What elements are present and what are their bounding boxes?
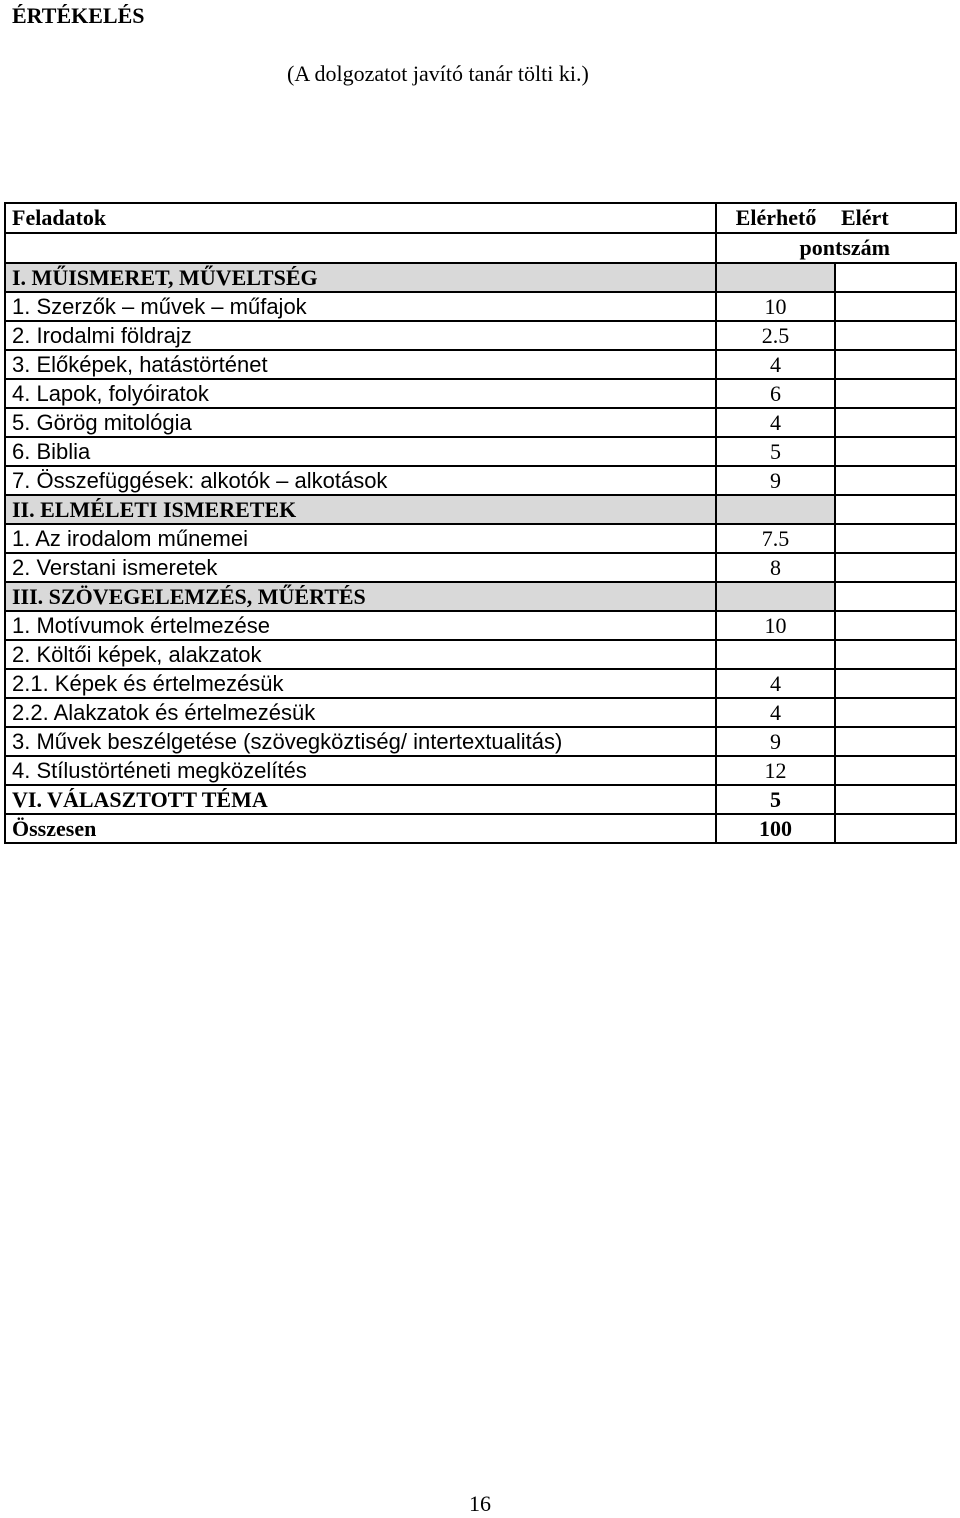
available-points: 100 [716,814,835,843]
table-row [5,640,956,669]
available-points: 5 [716,437,835,466]
available-points: 4 [716,408,835,437]
available-points: 4 [716,350,835,379]
achieved-points-field[interactable] [835,582,956,611]
achieved-points-field[interactable] [835,321,956,350]
achieved-points-field[interactable] [835,669,956,698]
col-header-points: pontszám [716,233,956,263]
available-points: 10 [716,611,835,640]
achieved-points-field[interactable] [835,553,956,582]
instruction-note: (A dolgozatot javító tanár tölti ki.) [287,61,589,86]
table-row [5,553,956,582]
achieved-points-field[interactable] [835,350,956,379]
table-row [5,611,956,640]
achieved-points-field[interactable] [835,524,956,553]
page-title: ÉRTÉKELÉS [12,3,145,28]
col-header-task: Feladatok [5,203,716,233]
score-table [4,202,957,844]
task-label: 7. Összefüggések: alkotók – alkotások [5,466,716,495]
available-points: 4 [716,698,835,727]
achieved-points-field[interactable] [835,437,956,466]
task-label: 2. Irodalmi földrajz [5,321,716,350]
section-row [5,263,956,292]
available-points [716,582,835,611]
table-row [5,727,956,756]
available-points: 12 [716,756,835,785]
table-header-row-2 [5,233,956,263]
table-row [5,524,956,553]
task-label: 6. Biblia [5,437,716,466]
achieved-points-field[interactable] [835,814,956,843]
available-points: 9 [716,727,835,756]
task-label: 1. Szerzők – művek – műfajok [5,292,716,321]
task-label: 4. Stílustörténeti megközelítés [5,756,716,785]
table-row [5,698,956,727]
task-label: II. ELMÉLETI ISMERETEK [5,495,716,524]
task-label: 2.2. Alakzatok és értelmezésük [5,698,716,727]
task-label: 3. Művek beszélgetése (szövegköztiség/ intertextualitás) [5,727,716,756]
col-header-available: Elérhető [716,203,835,233]
available-points: 9 [716,466,835,495]
table-row [5,379,956,408]
task-label: 5. Görög mitológia [5,408,716,437]
page-number: 16 [469,1491,491,1516]
table-row [5,321,956,350]
task-label: VI. VÁLASZTOTT TÉMA [5,785,716,814]
section-row [5,582,956,611]
achieved-points-field[interactable] [835,466,956,495]
col-header-achieved: Elért [835,203,956,233]
available-points: 4 [716,669,835,698]
available-points: 8 [716,553,835,582]
table-row [5,292,956,321]
task-label: I. MŰISMERET, MŰVELTSÉG [5,263,716,292]
task-label: 2. Költői képek, alakzatok [5,640,716,669]
table-row [5,408,956,437]
task-label: 3. Előképek, hatástörténet [5,350,716,379]
available-points: 5 [716,785,835,814]
section-row [5,495,956,524]
achieved-points-field[interactable] [835,785,956,814]
achieved-points-field[interactable] [835,292,956,321]
task-label: 4. Lapok, folyóiratok [5,379,716,408]
task-label: III. SZÖVEGELEMZÉS, MŰÉRTÉS [5,582,716,611]
task-label: Összesen [5,814,716,843]
table-row [5,756,956,785]
achieved-points-field[interactable] [835,379,956,408]
achieved-points-field[interactable] [835,495,956,524]
available-points: 6 [716,379,835,408]
table-header-row [5,203,956,233]
task-label: 1. Motívumok értelmezése [5,611,716,640]
achieved-points-field[interactable] [835,698,956,727]
task-label: 1. Az irodalom műnemei [5,524,716,553]
achieved-points-field[interactable] [835,727,956,756]
table-row [5,437,956,466]
col-header-spacer [5,233,716,263]
achieved-points-field[interactable] [835,263,956,292]
achieved-points-field[interactable] [835,611,956,640]
available-points: 2.5 [716,321,835,350]
available-points [716,495,835,524]
achieved-points-field[interactable] [835,408,956,437]
achieved-points-field[interactable] [835,640,956,669]
table-row [5,466,956,495]
available-points [716,263,835,292]
table-row [5,785,956,814]
available-points: 10 [716,292,835,321]
task-label: 2.1. Képek és értelmezésük [5,669,716,698]
available-points: 7.5 [716,524,835,553]
task-label: 2. Verstani ismeretek [5,553,716,582]
achieved-points-field[interactable] [835,756,956,785]
table-row [5,814,956,843]
available-points [716,640,835,669]
table-row [5,669,956,698]
table-row [5,350,956,379]
